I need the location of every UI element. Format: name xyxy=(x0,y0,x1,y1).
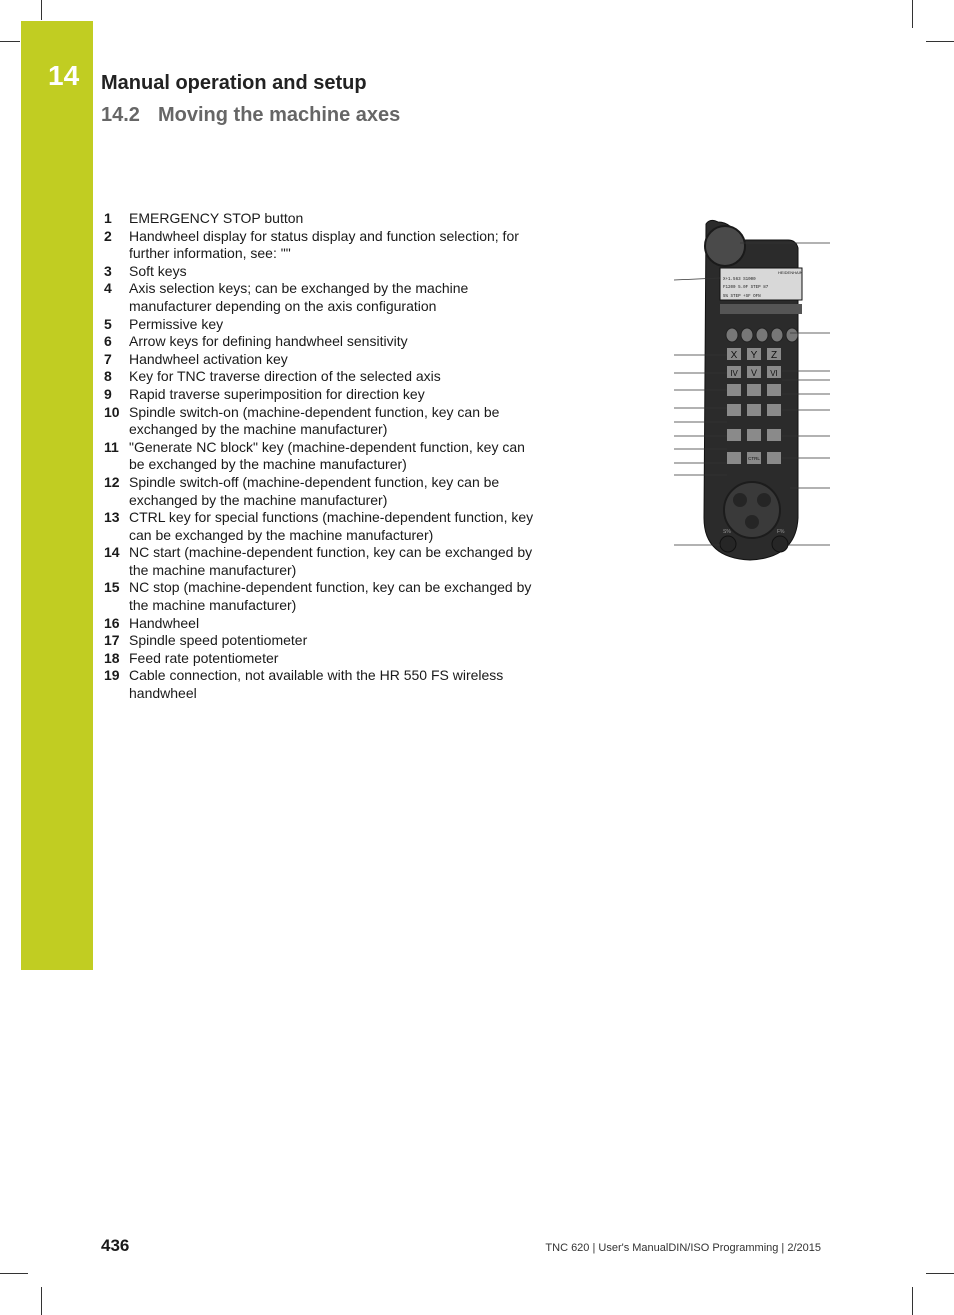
axis-key-label: Z xyxy=(770,350,778,361)
legend-number: 5 xyxy=(104,315,112,332)
legend-item xyxy=(101,544,541,579)
legend-item xyxy=(101,386,541,404)
legend-item xyxy=(101,615,541,633)
crop-mark xyxy=(0,41,20,42)
page-number: 436 xyxy=(101,1236,130,1255)
axis-key-label: X xyxy=(730,350,738,361)
legend-text: Spindle switch-off (machine-dependent function, key can be exchanged by the machine manufacturer) xyxy=(129,473,500,508)
chapter-title: Manual operation and setup xyxy=(101,72,367,94)
legend-item xyxy=(101,263,541,281)
chapter-tab xyxy=(21,21,93,970)
feed-potentiometer xyxy=(772,536,788,552)
legend-item xyxy=(101,439,541,474)
legend-list xyxy=(101,210,541,703)
legend-number: 10 xyxy=(104,403,120,420)
legend-item xyxy=(101,579,541,614)
legend-number: 3 xyxy=(104,262,112,279)
legend-number: 8 xyxy=(104,368,112,385)
legend-number: 4 xyxy=(104,280,112,297)
legend-item xyxy=(101,404,541,439)
legend-item xyxy=(101,316,541,334)
legend-text: Spindle speed potentiometer xyxy=(129,632,308,649)
legend-text: Rapid traverse superimposition for direction key xyxy=(129,385,425,402)
axis-key-label: Y xyxy=(750,350,758,361)
handwheel xyxy=(724,482,780,538)
legend-item xyxy=(101,632,541,650)
legend-number: 19 xyxy=(104,667,120,684)
legend-number: 9 xyxy=(104,385,112,402)
legend-text: Handwheel activation key xyxy=(129,350,288,367)
legend-item xyxy=(101,667,541,702)
crop-mark xyxy=(41,1287,42,1315)
legend-text: Permissive key xyxy=(129,315,224,332)
legend-text: Key for TNC traverse direction of the selected axis xyxy=(129,368,441,385)
legend-text: Cable connection, not available with the HR 550 FS wireless handwheel xyxy=(129,667,504,702)
legend-text: NC start (machine-dependent function, key can be exchanged by the machine manufacturer) xyxy=(129,544,533,578)
legend-item xyxy=(101,280,541,315)
axis-key-label: VI xyxy=(770,369,778,378)
axis-key-label: V xyxy=(750,368,758,378)
footer-text: TNC 620 | User's ManualDIN/ISO Programming | 2/2015 xyxy=(545,1242,821,1254)
crop-mark xyxy=(41,0,42,20)
legend-number: 11 xyxy=(104,438,119,455)
legend-text: Axis selection keys; can be exchanged by the machine manufacturer depending on the axis configuration xyxy=(129,280,469,314)
legend-number: 16 xyxy=(104,614,120,631)
legend-text: Feed rate potentiometer xyxy=(129,649,279,666)
legend-text: EMERGENCY STOP button xyxy=(129,210,304,226)
legend-text: CTRL key for special functions (machine-dependent function, key can be exchanged by the machine manufacturer) xyxy=(129,509,534,543)
axis-key-label: IV xyxy=(730,369,738,378)
legend-number: 7 xyxy=(104,350,112,367)
crop-mark xyxy=(0,1273,28,1274)
legend-item xyxy=(101,368,541,386)
function-keys xyxy=(726,328,798,342)
pot-left-label: S% xyxy=(723,529,731,535)
legend-number: 12 xyxy=(104,473,120,490)
softkey-strip xyxy=(720,304,802,314)
legend-text: NC stop (machine-dependent function, key can be exchanged by the machine manufacturer) xyxy=(129,579,532,614)
legend-number: 14 xyxy=(104,544,120,561)
section-number: 14.2 xyxy=(101,104,140,126)
display-line-1: X+1.563 S1000 xyxy=(723,278,756,282)
legend-item xyxy=(101,474,541,509)
legend-text: Spindle switch-on (machine-dependent function, key can be exchanged by the machine manufacturer) xyxy=(129,403,500,438)
legend-number: 18 xyxy=(104,649,120,666)
chapter-number: 14 xyxy=(48,60,80,91)
legend-text: Handwheel display for status display and function selection; for further information, see: "" xyxy=(129,227,519,262)
section-title: Moving the machine axes xyxy=(158,104,401,126)
legend-number: 1 xyxy=(104,210,112,226)
display-line-3: 5% STEP +SF OFN xyxy=(723,295,761,299)
legend-item xyxy=(101,650,541,668)
legend-item xyxy=(101,228,541,263)
legend-item xyxy=(101,351,541,369)
display-line-2: F1200 5.0F STEP 87 xyxy=(723,286,769,290)
legend-number: 2 xyxy=(104,227,112,244)
legend-item xyxy=(101,333,541,351)
legend-number: 17 xyxy=(104,632,120,649)
crop-mark xyxy=(926,1273,954,1274)
handwheel-figure xyxy=(670,218,835,563)
emergency-stop-button xyxy=(705,226,745,266)
legend-text: Handwheel xyxy=(129,614,200,631)
ctrl-key-label: CTRL xyxy=(748,456,760,461)
legend-number: 13 xyxy=(104,509,120,526)
legend-number: 15 xyxy=(104,579,120,596)
legend-number: 6 xyxy=(104,333,112,350)
legend-item xyxy=(101,210,541,228)
crop-mark xyxy=(912,1287,913,1315)
display-brand: HEIDENHAIN xyxy=(778,270,803,275)
crop-mark xyxy=(912,0,913,28)
legend-item xyxy=(101,509,541,544)
legend-text: Soft keys xyxy=(129,262,187,279)
legend-text: Arrow keys for defining handwheel sensitivity xyxy=(129,333,408,350)
spindle-potentiometer xyxy=(720,536,736,552)
legend-text: "Generate NC block" key (machine-dependent function, key can be exchanged by the machine manufacturer) xyxy=(129,438,525,473)
pot-right-label: F% xyxy=(777,529,785,535)
crop-mark xyxy=(926,41,954,42)
